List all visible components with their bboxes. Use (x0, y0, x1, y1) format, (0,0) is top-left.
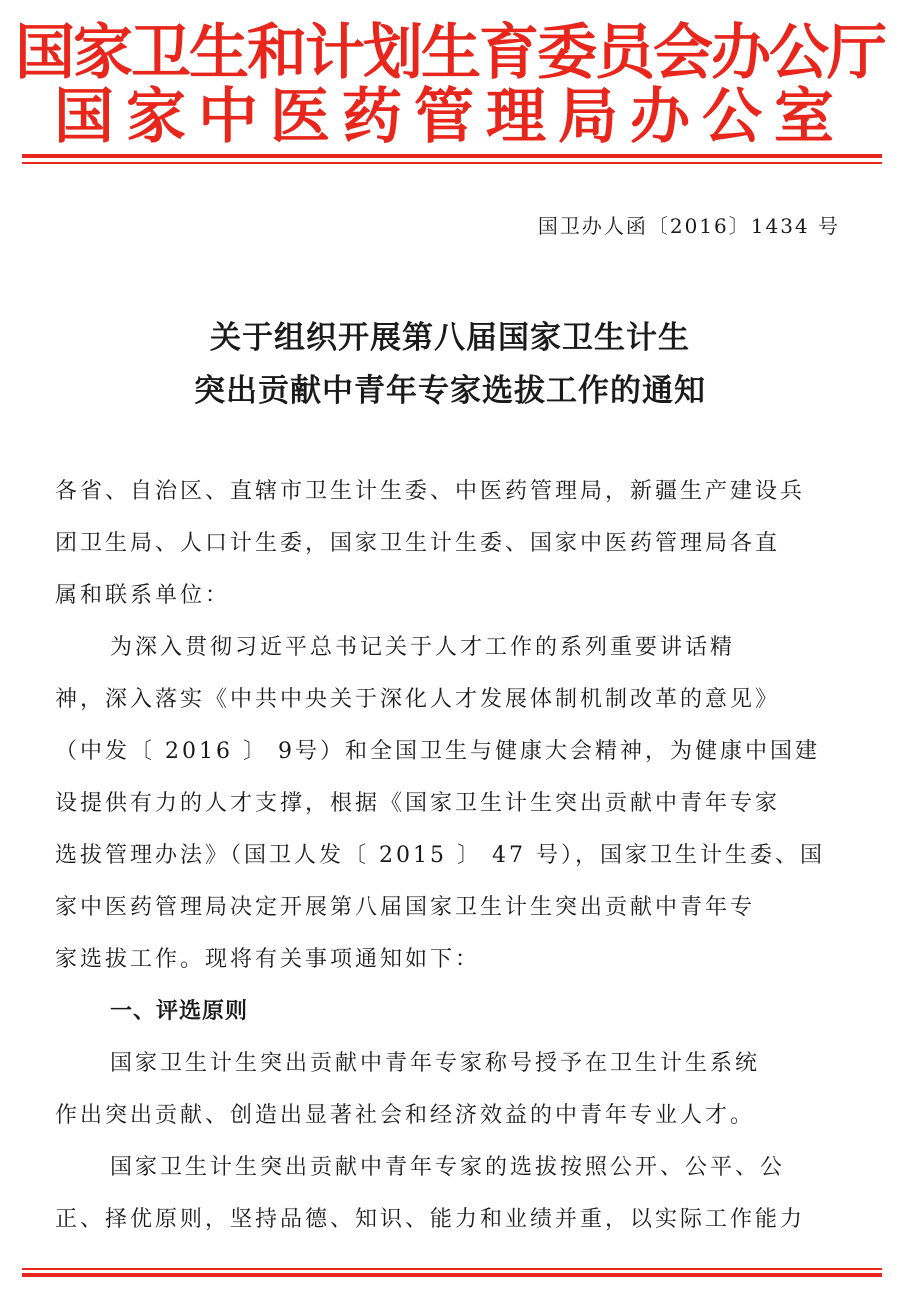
paragraph-line: 设提供有力的人才支撑，根据《国家卫生计生突出贡献中青年专家 (55, 791, 781, 816)
paragraph-line: 国家卫生计生突出贡献中青年专家的选拔按照公开、公平、公 (110, 1155, 786, 1180)
addressee-line: 属和联系单位： (55, 583, 231, 608)
paragraph-line: 作出突出贡献、创造出显著社会和经济效益的中青年专业人才。 (55, 1103, 756, 1128)
paragraph-line: 家选拔工作。现将有关事项通知如下： (55, 947, 481, 972)
paragraph-line: 为深入贯彻习近平总书记关于人才工作的系列重要讲话精 (110, 635, 736, 660)
document-number: 国卫办人函〔2016〕1434 号 (537, 214, 840, 238)
paragraph-line: 国家卫生计生突出贡献中青年专家称号授予在卫生计生系统 (110, 1051, 761, 1076)
paragraph-line: 选拔管理办法》（国卫人发〔 2015 〕 47 号），国家卫生计生委、国 (55, 843, 825, 868)
addressee-line: 各省、自治区、直辖市卫生计生委、中医药管理局，新疆生产建设兵 (55, 479, 806, 504)
section-heading: 一、评选原则 (110, 999, 249, 1024)
paragraph-line: 神，深入落实《中共中央关于深化人才发展体制机制改革的意见》 (55, 687, 781, 712)
footer-red-rule-thin (22, 1268, 882, 1270)
title-line-1: 关于组织开展第八届国家卫生计生 (210, 320, 690, 356)
title-line-2: 突出贡献中青年专家选拔工作的通知 (194, 373, 706, 409)
issuer-line-2: 国家中医药管理局办公室 (54, 82, 846, 152)
paragraph-line: 家中医药管理局决定开展第八届国家卫生计生突出贡献中青年专 (55, 895, 756, 920)
addressee-line: 团卫生局、人口计生委，国家卫生计生委、国家中医药管理局各直 (55, 531, 781, 556)
paragraph-line: （中发〔 2016 〕 9号）和全国卫生与健康大会精神，为健康中国建 (55, 739, 820, 764)
issuer-line-1: 国家卫生和计划生育委员会办公厅 (15, 18, 885, 88)
red-rule-thin (22, 162, 882, 164)
footer-red-rule-thick (22, 1273, 882, 1277)
red-rule-thick (22, 154, 882, 158)
paragraph-line: 正、择优原则，坚持品德、知识、能力和业绩并重，以实际工作能力 (55, 1207, 806, 1232)
